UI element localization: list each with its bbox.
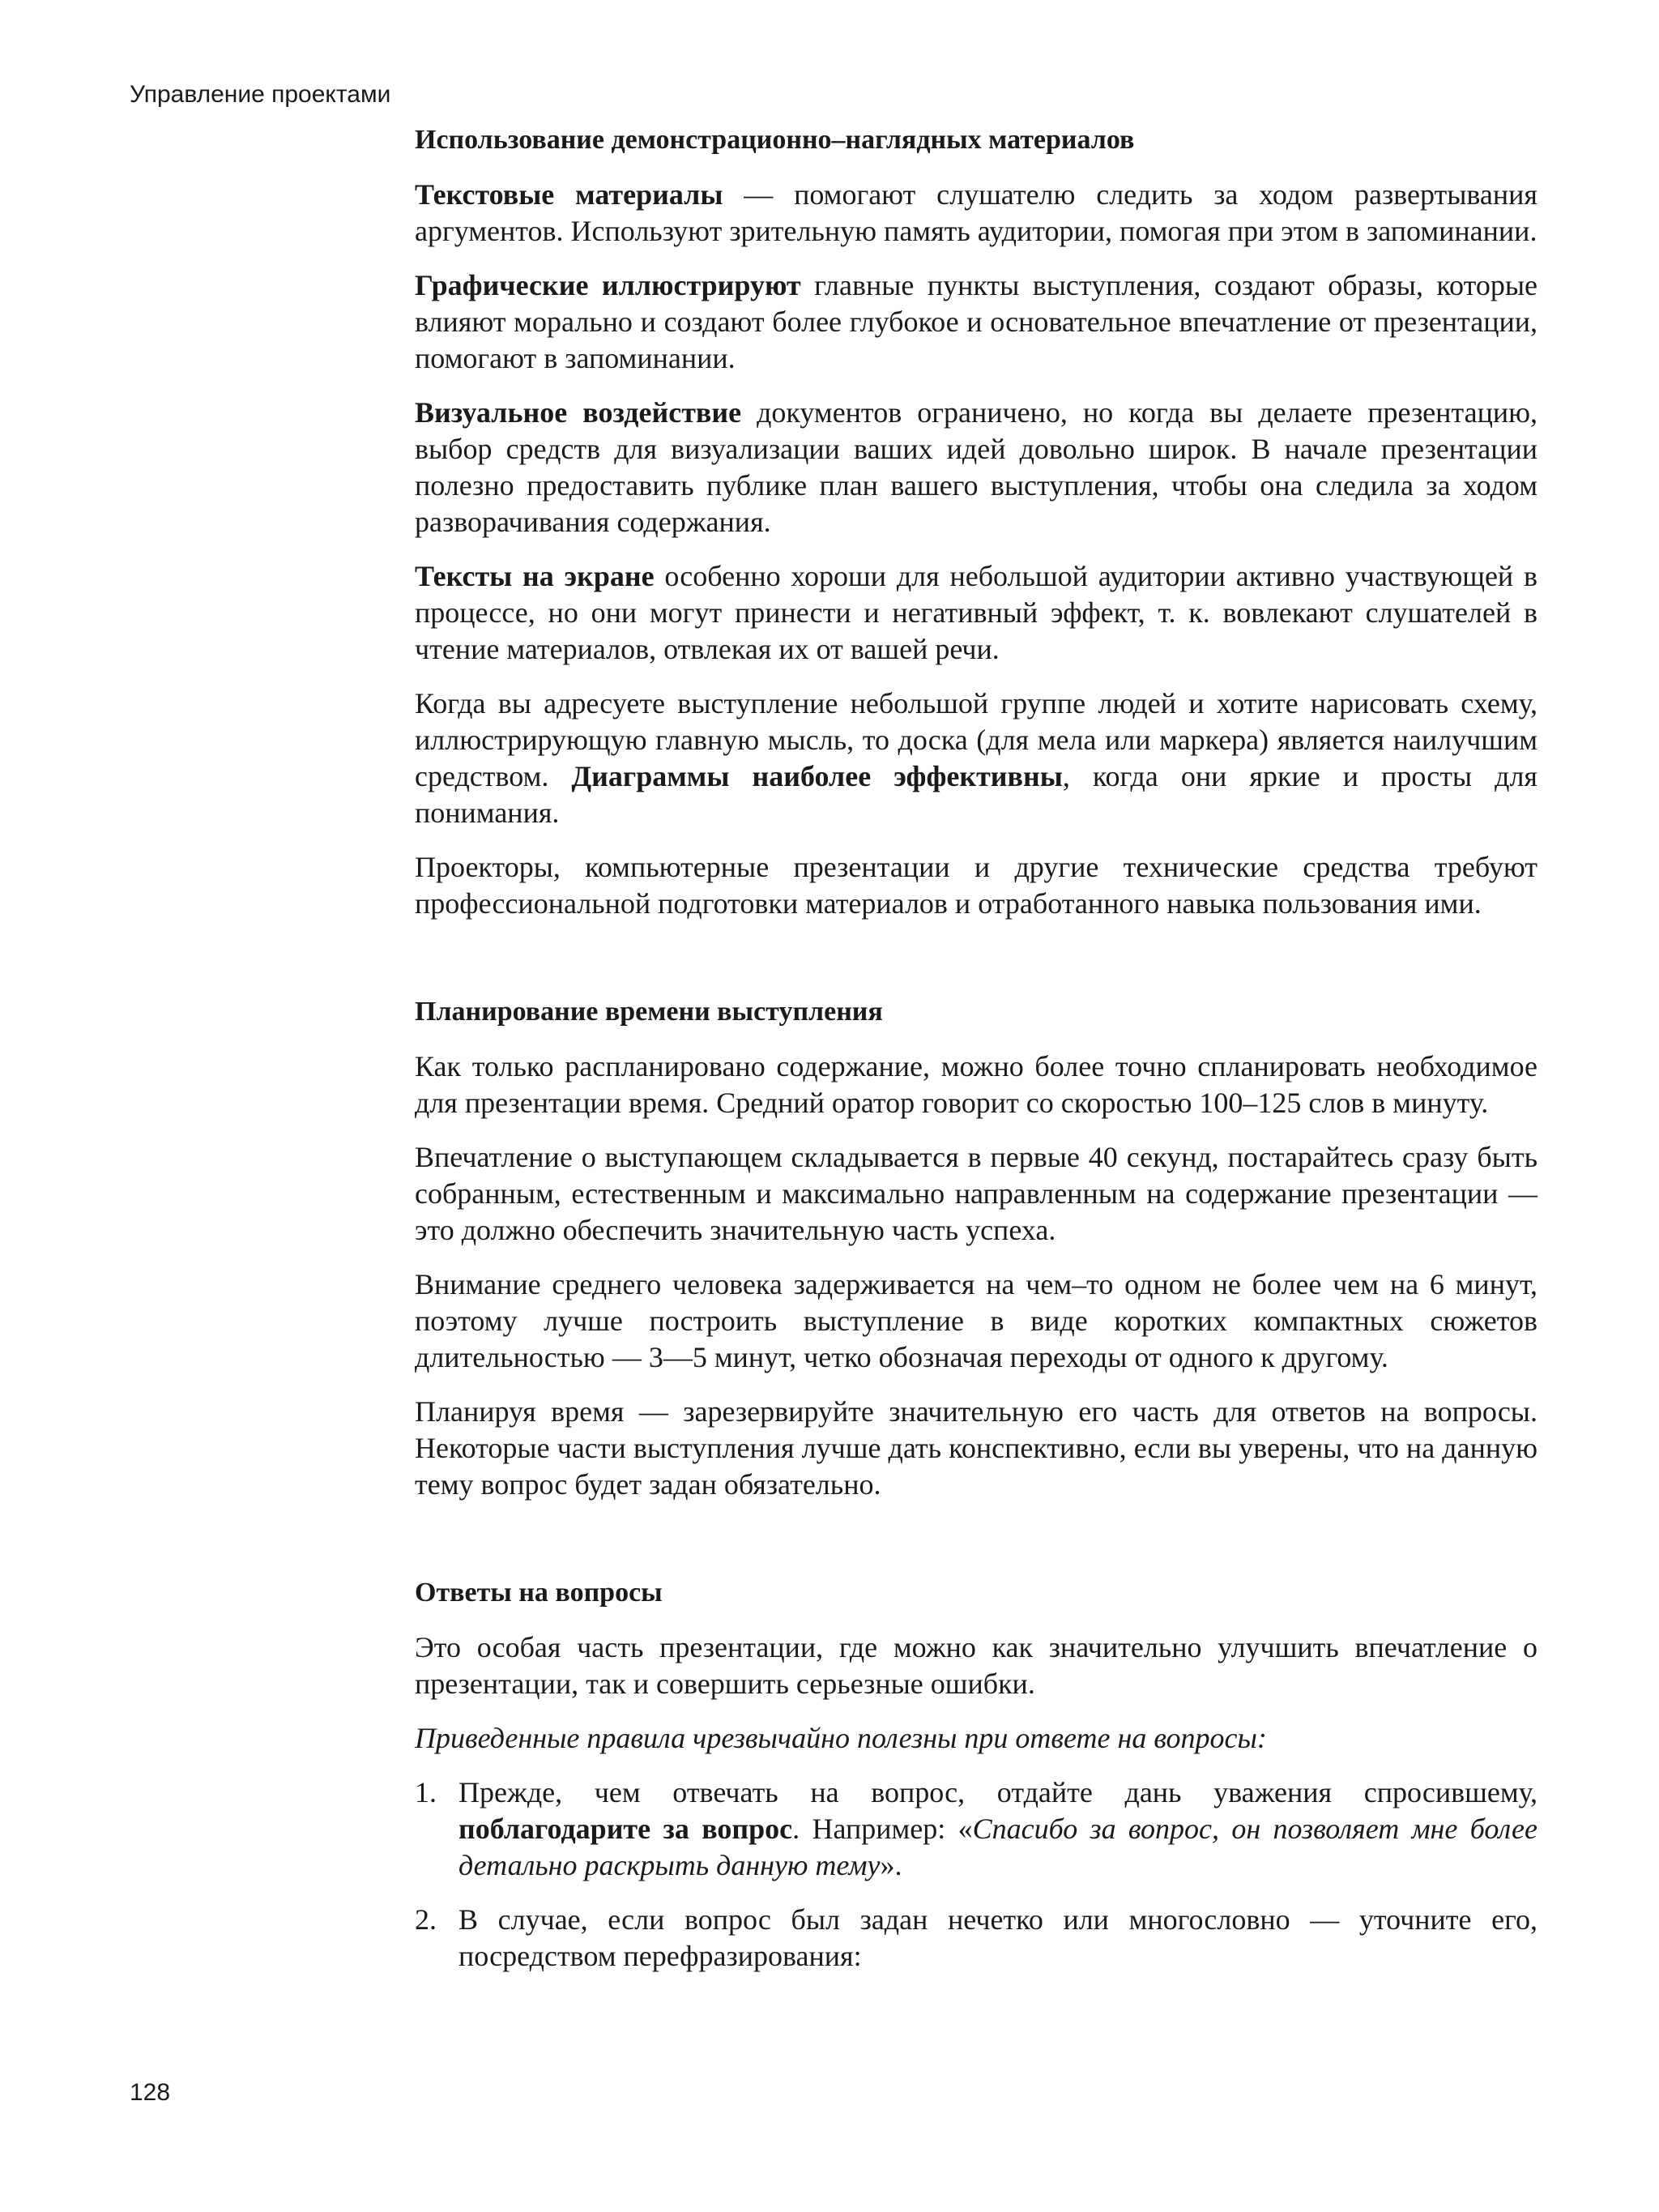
paragraph-board: Когда вы адресуете выступление небольшой группе людей и хотите нарисовать схему, иллюстрирующую главную мысль, то доска (для мела или маркера) является наилучшим средством. Диаграммы наиболее эффективны, когда они яркие и просты для понимания. [415,687,1537,829]
term-text-materials: Текстовые материалы [415,178,723,211]
list-number: 1. [415,1776,437,1808]
section-title-visual-materials: Использование демонстрационно–наглядных материалов [415,125,1135,155]
list-item: 1. Прежде, чем отвечать на вопрос, отдайте дань уважения спросившему, поблагодарите за вопрос. Например: «Спасибо за вопрос, он позволяет мне более детально раскрыть данную тему». [415,1776,1538,1881]
term-visual-impact: Визуальное воздействие [415,396,742,429]
paragraph-time-3: Внимание среднего человека задерживается на чем–то одном не более чем на 6 минут, поэтому лучше построить выступление в виде коротких компактных сюжетов длительностью — 3—5 минут, четко обозначая переходы от одного к другому. [415,1268,1537,1373]
paragraph-text-materials: Текстовые материалы — помогают слушателю следить за ходом развертывания аргументов. Используют зрительную память аудитории, помогая при этом в запоминании. [415,178,1537,247]
section-spacer [415,940,1537,995]
term-screen-texts: Тексты на экране [415,560,655,592]
section-title-time-planning: Планирование времени выступления [415,997,883,1027]
list-number: 2. [415,1903,437,1936]
term-diagrams: Диаграммы наиболее эффективны [571,760,1063,792]
term-thank-for-question: поблагодарите за вопрос [458,1813,793,1845]
paragraph-time-2: Впечатление о выступающем складывается в первые 40 секунд, постарайтесь сразу быть собранным, естественным и максимально направленным на содержание презентации — это должно обеспечить значительную часть успеха. [415,1141,1537,1246]
paragraph-projectors: Проекторы, компьютерные презентации и другие технические средства требуют профессиональной подготовки материалов и отработанного навыка пользования ими. [415,851,1537,920]
paragraph-answers-intro: Это особая часть презентации, где можно как значительно улучшить впечатление о презентации, так и совершить серьезные ошибки. [415,1631,1537,1700]
page-content [415,123,1537,1992]
paragraph-screen-texts: Тексты на экране особенно хороши для небольшой аудитории активно участвующей в процессе, но они могут принести и негативный эффект, т. к. вовлекают слушателей в чтение материалов, отвлекая их от вашей речи. [415,560,1537,665]
example-quote: Спасибо за вопрос, он позволяет мне более детально раскрыть данную тему [458,1813,1538,1881]
page-number: 128 [130,2079,171,2106]
section-spacer [415,1521,1537,1576]
paragraph-rules-intro: Приведенные правила чрезвычайно полезны при ответе на вопросы: [415,1722,1267,1754]
paragraph-time-1: Как только распланировано содержание, можно более точно спланировать необходимое для презентации время. Средний оратор говорит со скоростью 100–125 слов в минуту. [415,1050,1537,1119]
paragraph-time-4: Планируя время — зарезервируйте значительную его часть для ответов на вопросы. Некоторые части выступления лучше дать конспективно, если вы уверены, что на данную тему вопрос будет задан обязательно. [415,1395,1537,1501]
running-head: Управление проектами [130,81,391,108]
section-title-answers: Ответы на вопросы [415,1578,663,1608]
rules-list [415,1774,1537,1975]
list-item: 2. В случае, если вопрос был задан нечетко или многословно — уточните его, посредством перефразирования: [415,1903,1537,1972]
paragraph-visual-impact: Визуальное воздействие документов ограничено, но когда вы делаете презентацию, выбор средств для визуализации ваших идей довольно широк. В начале презентации полезно предоставить публике план вашего выступления, чтобы она следила за ходом разворачивания содержания. [415,396,1538,538]
term-graphics: Графические иллюстрируют [415,269,801,301]
paragraph-graphics: Графические иллюстрируют главные пункты выступления, создают образы, которые влияют морально и создают более глубокое и основательное впечатление от презентации, помогают в запоминании. [415,269,1537,374]
